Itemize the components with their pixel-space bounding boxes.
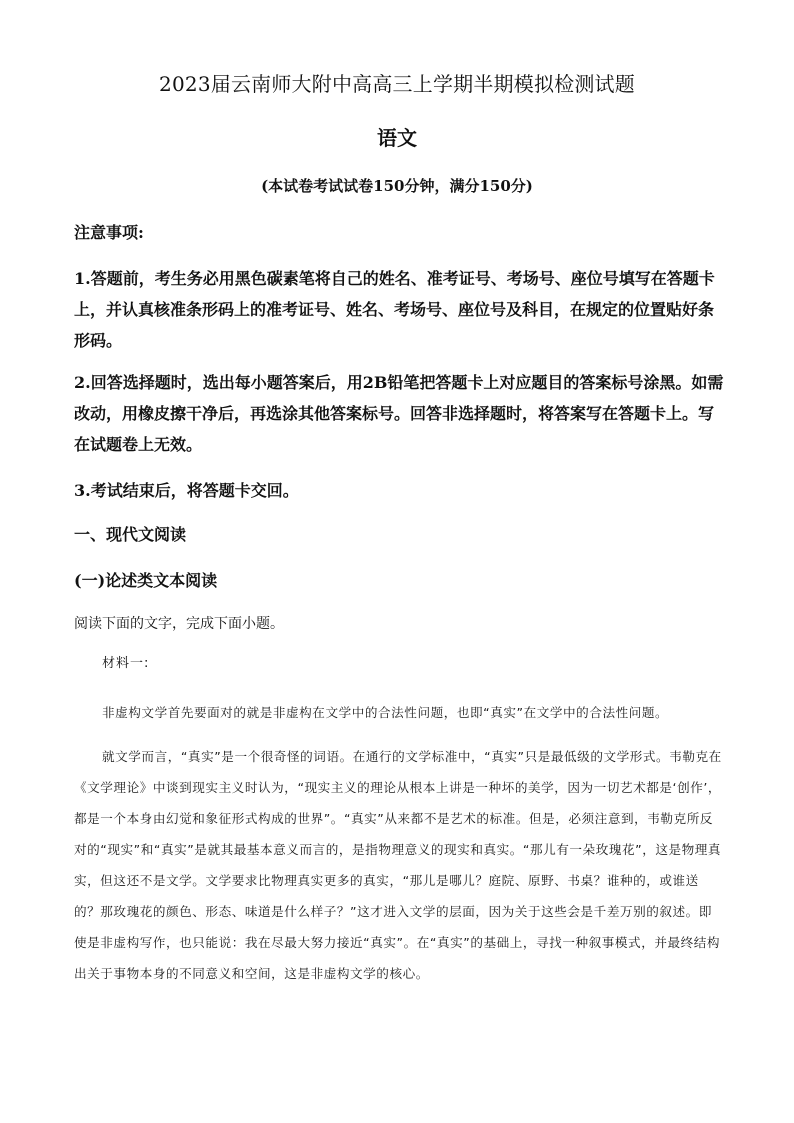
reading-instruction: 阅读下面的文字，完成下面小题。 <box>74 616 284 632</box>
notice-item-1: 1.答题前，考生务必用黑色碳素笔将自己的姓名、准考证号、考场号、座位号填写在答题卡上，并认真核准条形码上的准考证号、姓名、考场号、座位号及科目，在规定的位置贴好条形码。 <box>74 269 715 350</box>
notice-heading: 注意事项: <box>74 223 144 242</box>
exam-info: (本试卷考试试卷150分钟，满分150分) <box>261 177 533 195</box>
material-paragraph-2: 就文学而言，“真实”是一个很奇怪的词语。在通行的文学标准中，“真实”只是最低级的文学形式。韦勒克在《文学理论》中谈到现实主义时认为，“现实主义的理论从根本上讲是一种坏的美学，因为一切艺术都是‘创作’，都是一个本身由幻觉和象征形式构成的世界”。“真实”从来都不是艺术的标准。但是，必须注意到，韦勒克所反对的“现实”和“真实”是就其最基本意义而言的，是指物理意义的现实和真实。“那儿有一朵玫瑰花”，这是物理真实，但这还不是文学。文学要求比物理真实更多的真实，“那儿是哪儿？庭院、原野、书桌？谁种的，或谁送的？那玫瑰花的颜色、形态、味道是什么样子？”这才进入文学的层面，因为关于这些会是千差万别的叙述。即使是非虚构写作，也只能说：我在尽最大努力接近“真实”。在“真实”的基础上，寻找一种叙事模式，并最终结构出关于事物本身的不同意义和空间，这是非虚构文学的核心。 <box>74 749 722 981</box>
sub-section-title: (一)论述类文本阅读 <box>74 571 218 590</box>
material-paragraph-1: 非虚构文学首先要面对的就是非虚构在文学中的合法性问题，也即“真实”在文学中的合法性问题。 <box>102 705 669 720</box>
exam-title: 2023届云南师大附中高高三上学期半期模拟检测试题 <box>159 72 635 96</box>
notice-item-3: 3.考试结束后，将答题卡交回。 <box>74 481 299 500</box>
notice-item-2: 2.回答选择题时，选出每小题答案后，用2B铅笔把答题卡上对应题目的答案标号涂黑。如需改动，用橡皮擦干净后，再选涂其他答案标号。回答非选择题时，将答案写在答题卡上。写在试题卷上无效。 <box>74 373 724 454</box>
part-title: 一、现代文阅读 <box>74 525 187 544</box>
subject-title: 语文 <box>377 126 417 150</box>
material-label: 材料一: <box>102 656 150 671</box>
